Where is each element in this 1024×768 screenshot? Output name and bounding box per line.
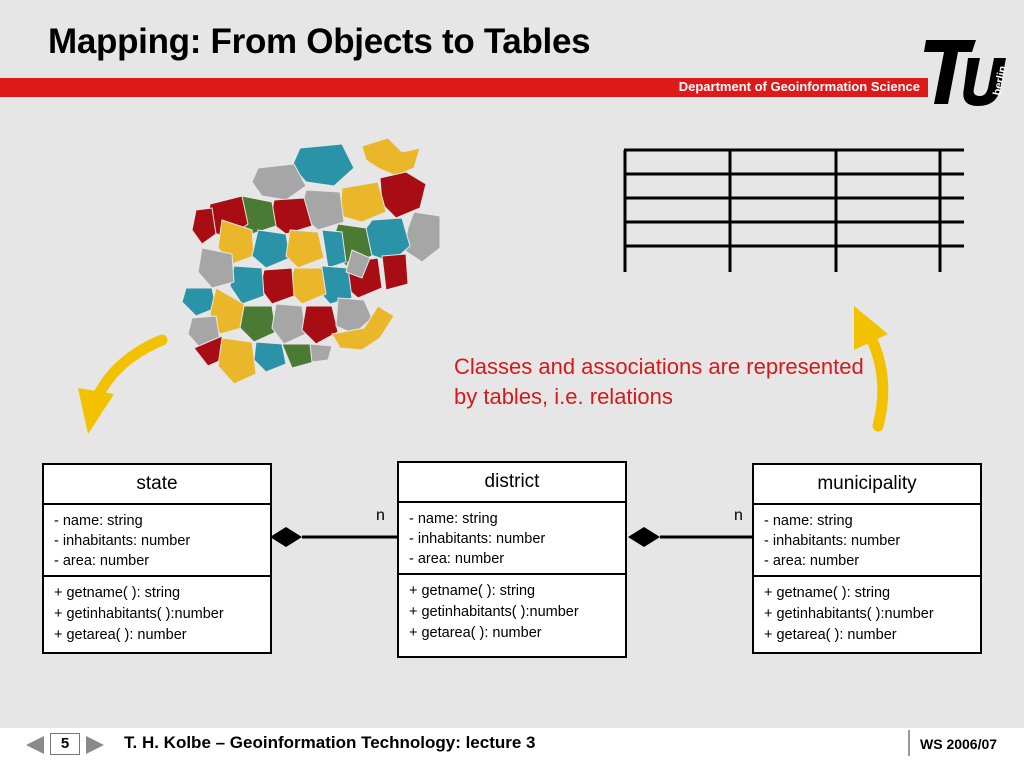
- previous-slide-icon[interactable]: [26, 736, 44, 754]
- slide-footer: [0, 728, 1024, 768]
- logo-text: berlin: [991, 64, 1010, 97]
- attribute: - area: number: [764, 553, 860, 569]
- attribute: - inhabitants: number: [409, 531, 546, 547]
- class-operations: [754, 577, 980, 652]
- uml-class-state: [42, 463, 272, 654]
- attribute: - area: number: [409, 551, 505, 567]
- class-attributes: [754, 505, 980, 577]
- class-name: district: [399, 463, 625, 503]
- class-attributes: [44, 505, 270, 577]
- attribute: - inhabitants: number: [764, 533, 901, 549]
- footer-author: T. H. Kolbe – Geoinformation Technology: lecture 3: [124, 733, 536, 752]
- operation: + getinhabitants( ):number: [409, 604, 579, 620]
- slide-title: Mapping: From Objects to Tables: [48, 22, 591, 61]
- operation: + getarea( ): number: [764, 627, 897, 643]
- attribute: - name: string: [54, 513, 143, 529]
- class-operations: [44, 577, 270, 652]
- operation: + getname( ): string: [54, 585, 181, 601]
- operation: + getname( ): string: [764, 585, 891, 601]
- next-slide-icon[interactable]: [86, 736, 104, 754]
- footer-semester: WS 2006/07: [920, 736, 998, 752]
- class-name: municipality: [754, 465, 980, 505]
- class-name: state: [44, 465, 270, 505]
- uml-class-district: [397, 461, 627, 658]
- page-number: 5: [50, 733, 80, 755]
- composition-diamond-state: [270, 527, 302, 547]
- operation: + getinhabitants( ):number: [764, 606, 934, 622]
- attribute: - name: string: [764, 513, 853, 529]
- composition-diamond-district: [628, 527, 660, 547]
- multiplicity-label: n: [376, 507, 385, 524]
- operation: + getinhabitants( ):number: [54, 606, 224, 622]
- operation: + getname( ): string: [409, 583, 536, 599]
- department-label: Department of Geoinformation Science: [678, 79, 920, 94]
- attribute: - name: string: [409, 511, 498, 527]
- caption-line-1: Classes and associations are: [454, 354, 741, 379]
- class-attributes: [399, 503, 625, 575]
- uml-class-municipality: [752, 463, 982, 654]
- footer-divider: [908, 730, 910, 756]
- operation: + getarea( ): number: [409, 625, 542, 641]
- attribute: - inhabitants: number: [54, 533, 191, 549]
- caption-line-2: represented by tables, i.e. relations: [454, 354, 864, 409]
- operation: + getarea( ): number: [54, 627, 187, 643]
- class-operations: [399, 575, 625, 650]
- multiplicity-label: n: [734, 507, 743, 524]
- attribute: - area: number: [54, 553, 150, 569]
